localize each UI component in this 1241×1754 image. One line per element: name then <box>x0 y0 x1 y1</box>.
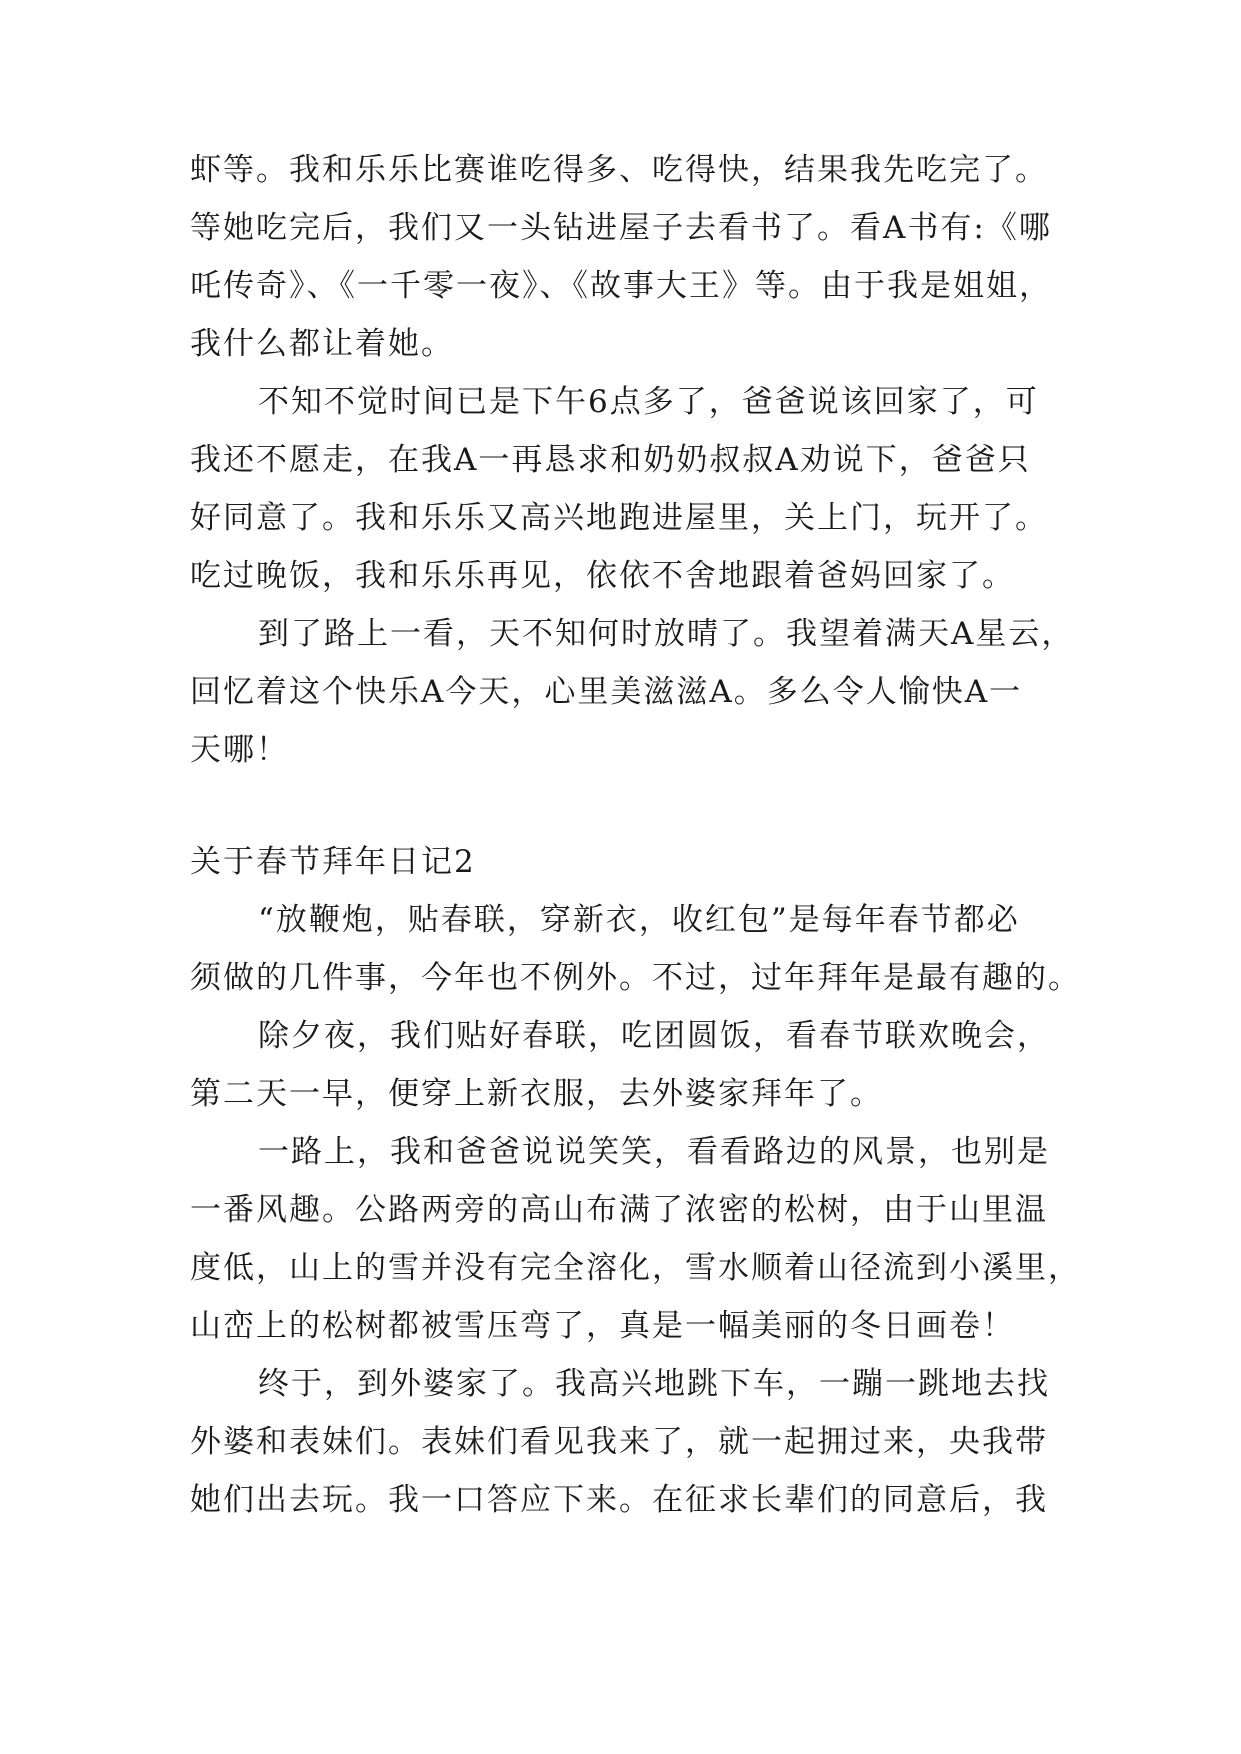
text-line: 一番风趣。公路两旁的高山布满了浓密的松树，由于山里温 <box>190 1192 1048 1228</box>
paragraph-start-line: “放鞭炮，贴春联，穿新衣，收红包”是每年春节都必 <box>258 902 1020 938</box>
paragraph-start-line: 终于，到外婆家了。我高兴地跳下车，一蹦一跳地去找 <box>258 1366 1050 1402</box>
text-line: 回忆着这个快乐A今天，心里美滋滋A。多么令人愉快A一 <box>190 674 1023 710</box>
section-title: 关于春节拜年日记2 <box>190 844 476 880</box>
text-line: 好同意了。我和乐乐又高兴地跑进屋里，关上门，玩开了。 <box>190 500 1048 536</box>
text-line: 山峦上的松树都被雪压弯了，真是一幅美丽的冬日画卷！ <box>190 1308 1015 1344</box>
paragraph-start-line: 不知不觉时间已是下午6点多了，爸爸说该回家了，可 <box>258 384 1039 420</box>
text-line: 天哪！ <box>190 732 289 768</box>
text-line: 我还不愿走，在我A一再恳求和奶奶叔叔A劝说下，爸爸只 <box>190 442 1031 478</box>
text-line: 虾等。我和乐乐比赛谁吃得多、吃得快，结果我先吃完了。 <box>190 152 1048 188</box>
paragraph-start-line: 一路上，我和爸爸说说笑笑，看看路边的风景，也别是 <box>258 1134 1050 1170</box>
text-line: 须做的几件事，今年也不例外。不过，过年拜年是最有趣的。 <box>190 960 1081 996</box>
paragraph-start-line: 除夕夜，我们贴好春联，吃团圆饭，看春节联欢晚会， <box>258 1018 1050 1054</box>
paragraph-start-line: 到了路上一看，天不知何时放晴了。我望着满天A星云， <box>258 616 1075 652</box>
text-line: 吃过晚饭，我和乐乐再见，依依不舍地跟着爸妈回家了。 <box>190 558 1015 594</box>
text-line: 度低，山上的雪并没有完全溶化，雪水顺着山径流到小溪里， <box>190 1250 1081 1286</box>
text-line: 吒传奇》、《一千零一夜》、《故事大王》等。由于我是姐姐， <box>190 268 1052 304</box>
text-line: 外婆和表妹们。表妹们看见我来了，就一起拥过来，央我带 <box>190 1424 1048 1460</box>
text-line: 等她吃完后，我们又一头钻进屋子去看书了。看A书有:《哪 <box>190 210 1052 246</box>
text-line: 她们出去玩。我一口答应下来。在征求长辈们的同意后，我 <box>190 1482 1048 1518</box>
text-line: 第二天一早，便穿上新衣服，去外婆家拜年了。 <box>190 1076 883 1112</box>
text-line: 我什么都让着她。 <box>190 326 454 362</box>
